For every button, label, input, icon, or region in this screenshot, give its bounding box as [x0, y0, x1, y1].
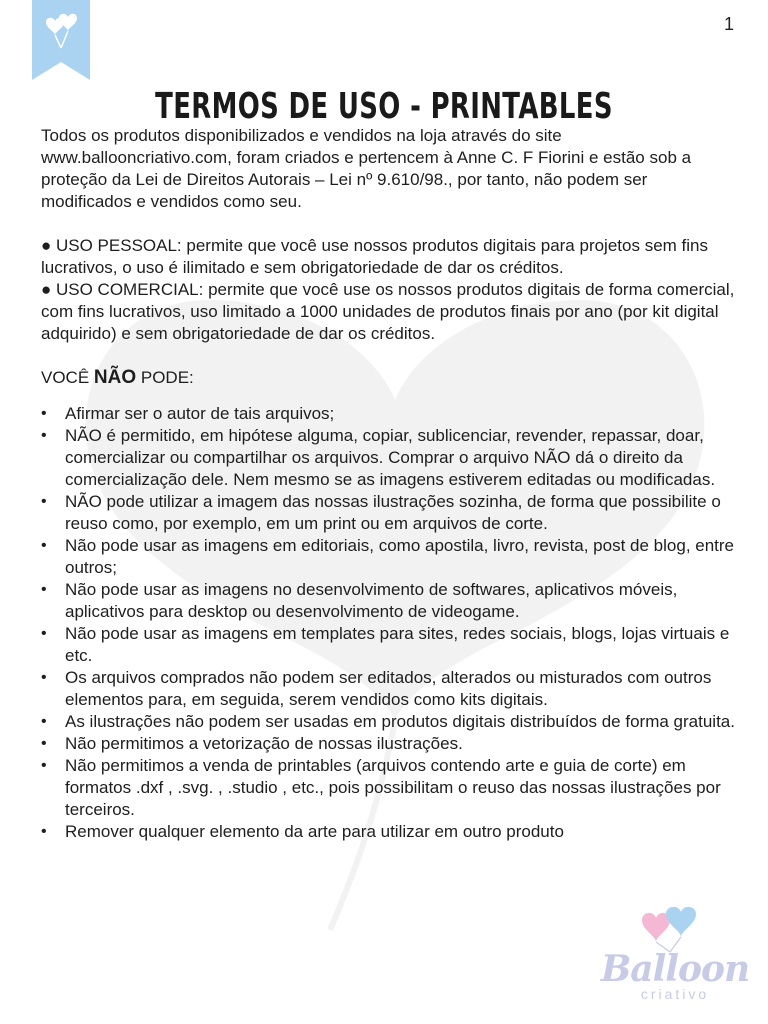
heading-suffix: PODE:: [136, 368, 194, 387]
heading-emphasis: NÃO: [93, 367, 137, 388]
list-item: • Não permitimos a venda de printables (arquivos contendo arte e guia de corte) em formatos .dxf , .svg. , .studio , etc., pois possibilitam o reuso das nossas ilustrações por terceiros.: [41, 755, 737, 821]
list-item: • NÃO é permitido, em hipótese alguma, copiar, sublicenciar, revender, repassar, doar, comercializar ou compartilhar os arquivos. Comprar o arquivo NÃO dá o direito da comercialização dele. Nem mesmo se as imagens estiverem editadas ou modificadas.: [41, 425, 737, 491]
nao-pode-heading: [41, 367, 737, 389]
logo-subtitle: criativo: [640, 986, 710, 1002]
list-item: • Não pode usar as imagens no desenvolvimento de softwares, aplicativos móveis, aplicativos para desktop ou desenvolvimento de videogame.: [41, 579, 737, 623]
list-item: • Afirmar ser o autor de tais arquivos;: [41, 403, 737, 425]
uso-comercial-paragraph: ● USO COMERCIAL: permite que você use os nossos produtos digitais de forma comercial, com fins lucrativos, uso limitado a 1000 unidades de produtos finais por ano (por kit digital adquirido) e sem obrigatoriedade de dar os créditos.: [41, 280, 735, 343]
logo-word: Balloon: [600, 948, 750, 990]
page-title: TERMOS DE USO - PRINTABLES: [155, 86, 613, 128]
intro-paragraph: Todos os produtos disponibilizados e vendidos na loja através do site www.ballooncriativo.com, foram criados e pertencem à Anne C. F Fiorini e estão sob a proteção da Lei de Direitos Autorais – Lei nº 9.610/98., por tanto, não podem ser modificados e vendidos como seu.: [41, 126, 692, 211]
list-item: • Não pode usar as imagens em editoriais, como apostila, livro, revista, post de blog, entre outros;: [41, 535, 737, 579]
list-item: • Não permitimos a vetorização de nossas ilustrações.: [41, 733, 737, 755]
rules-list: [41, 403, 737, 843]
uso-pessoal-paragraph: ● USO PESSOAL: permite que você use nossos produtos digitais para projetos sem fins lucrativos, o uso é ilimitado e sem obrigatoriedade de dar os créditos.: [41, 236, 708, 277]
page-number: 1: [723, 14, 734, 34]
heading-prefix: VOCÊ: [41, 368, 94, 387]
list-item: • Remover qualquer elemento da arte para utilizar em outro produto: [41, 821, 737, 843]
heart-balloons-icon: [636, 904, 716, 954]
balloon-criativo-logo: [600, 902, 750, 1012]
ribbon-bookmark-icon: [32, 0, 90, 80]
list-item: • As ilustrações não podem ser usadas em produtos digitais distribuídos de forma gratuita.: [41, 711, 737, 733]
list-item: • Os arquivos comprados não podem ser editados, alterados ou misturados com outros elementos para, em seguida, serem vendidos como kits digitais.: [41, 667, 737, 711]
document-body: [41, 125, 737, 843]
list-item: • Não pode usar as imagens em templates para sites, redes sociais, blogs, lojas virtuais e etc.: [41, 623, 737, 667]
list-item: • NÃO pode utilizar a imagem das nossas ilustrações sozinha, de forma que possibilite o reuso como, por exemplo, em um print ou em arquivos de corte.: [41, 491, 737, 535]
